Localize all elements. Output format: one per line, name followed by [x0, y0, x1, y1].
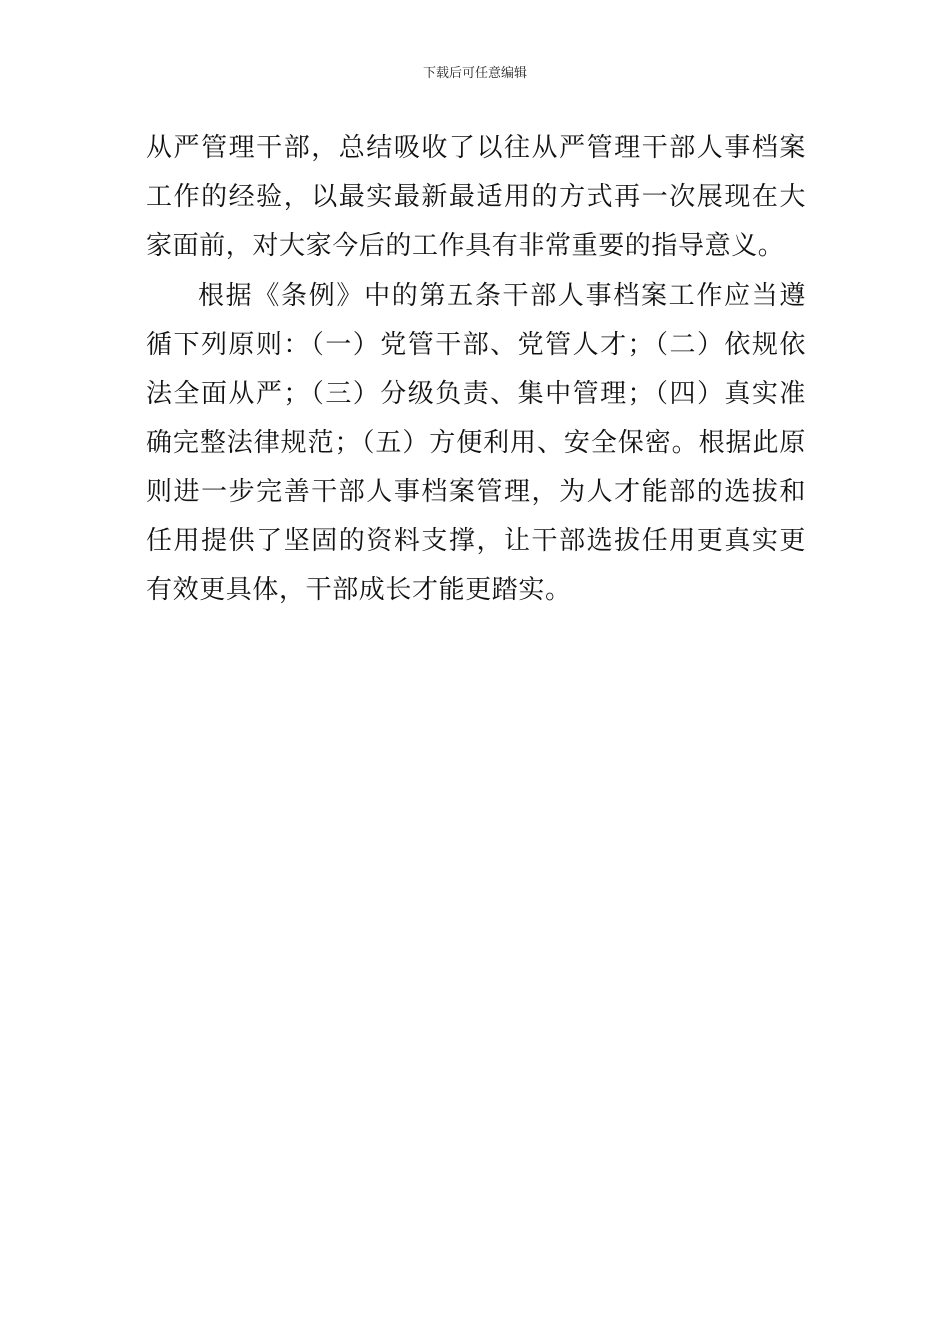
page-header: 下载后可任意编辑 [422, 66, 527, 81]
paragraph-2: 根据《条例》中的第五条干部人事档案工作应当遵循下列原则：（一）党管干部、党管人才；（二）依规依法全面从严；（三）分级负责、集中管理；（四）真实准确完整法律规范；（五）方便利用、安全保密。根据此原则进一步完善干部人事档案管理，为人才能部的选拔和任用提供了坚固的资料支撑，让干部选拔任用更真实更有效更具体，干部成长才能更踏实。 [146, 281, 806, 605]
paragraph-1: 从严管理干部，总结吸收了以往从严管理干部人事档案工作的经验，以最实最新最适用的方式再一次展现在大家面前，对大家今后的工作具有非常重要的指导意义。 [146, 133, 806, 261]
document-body [146, 124, 806, 615]
